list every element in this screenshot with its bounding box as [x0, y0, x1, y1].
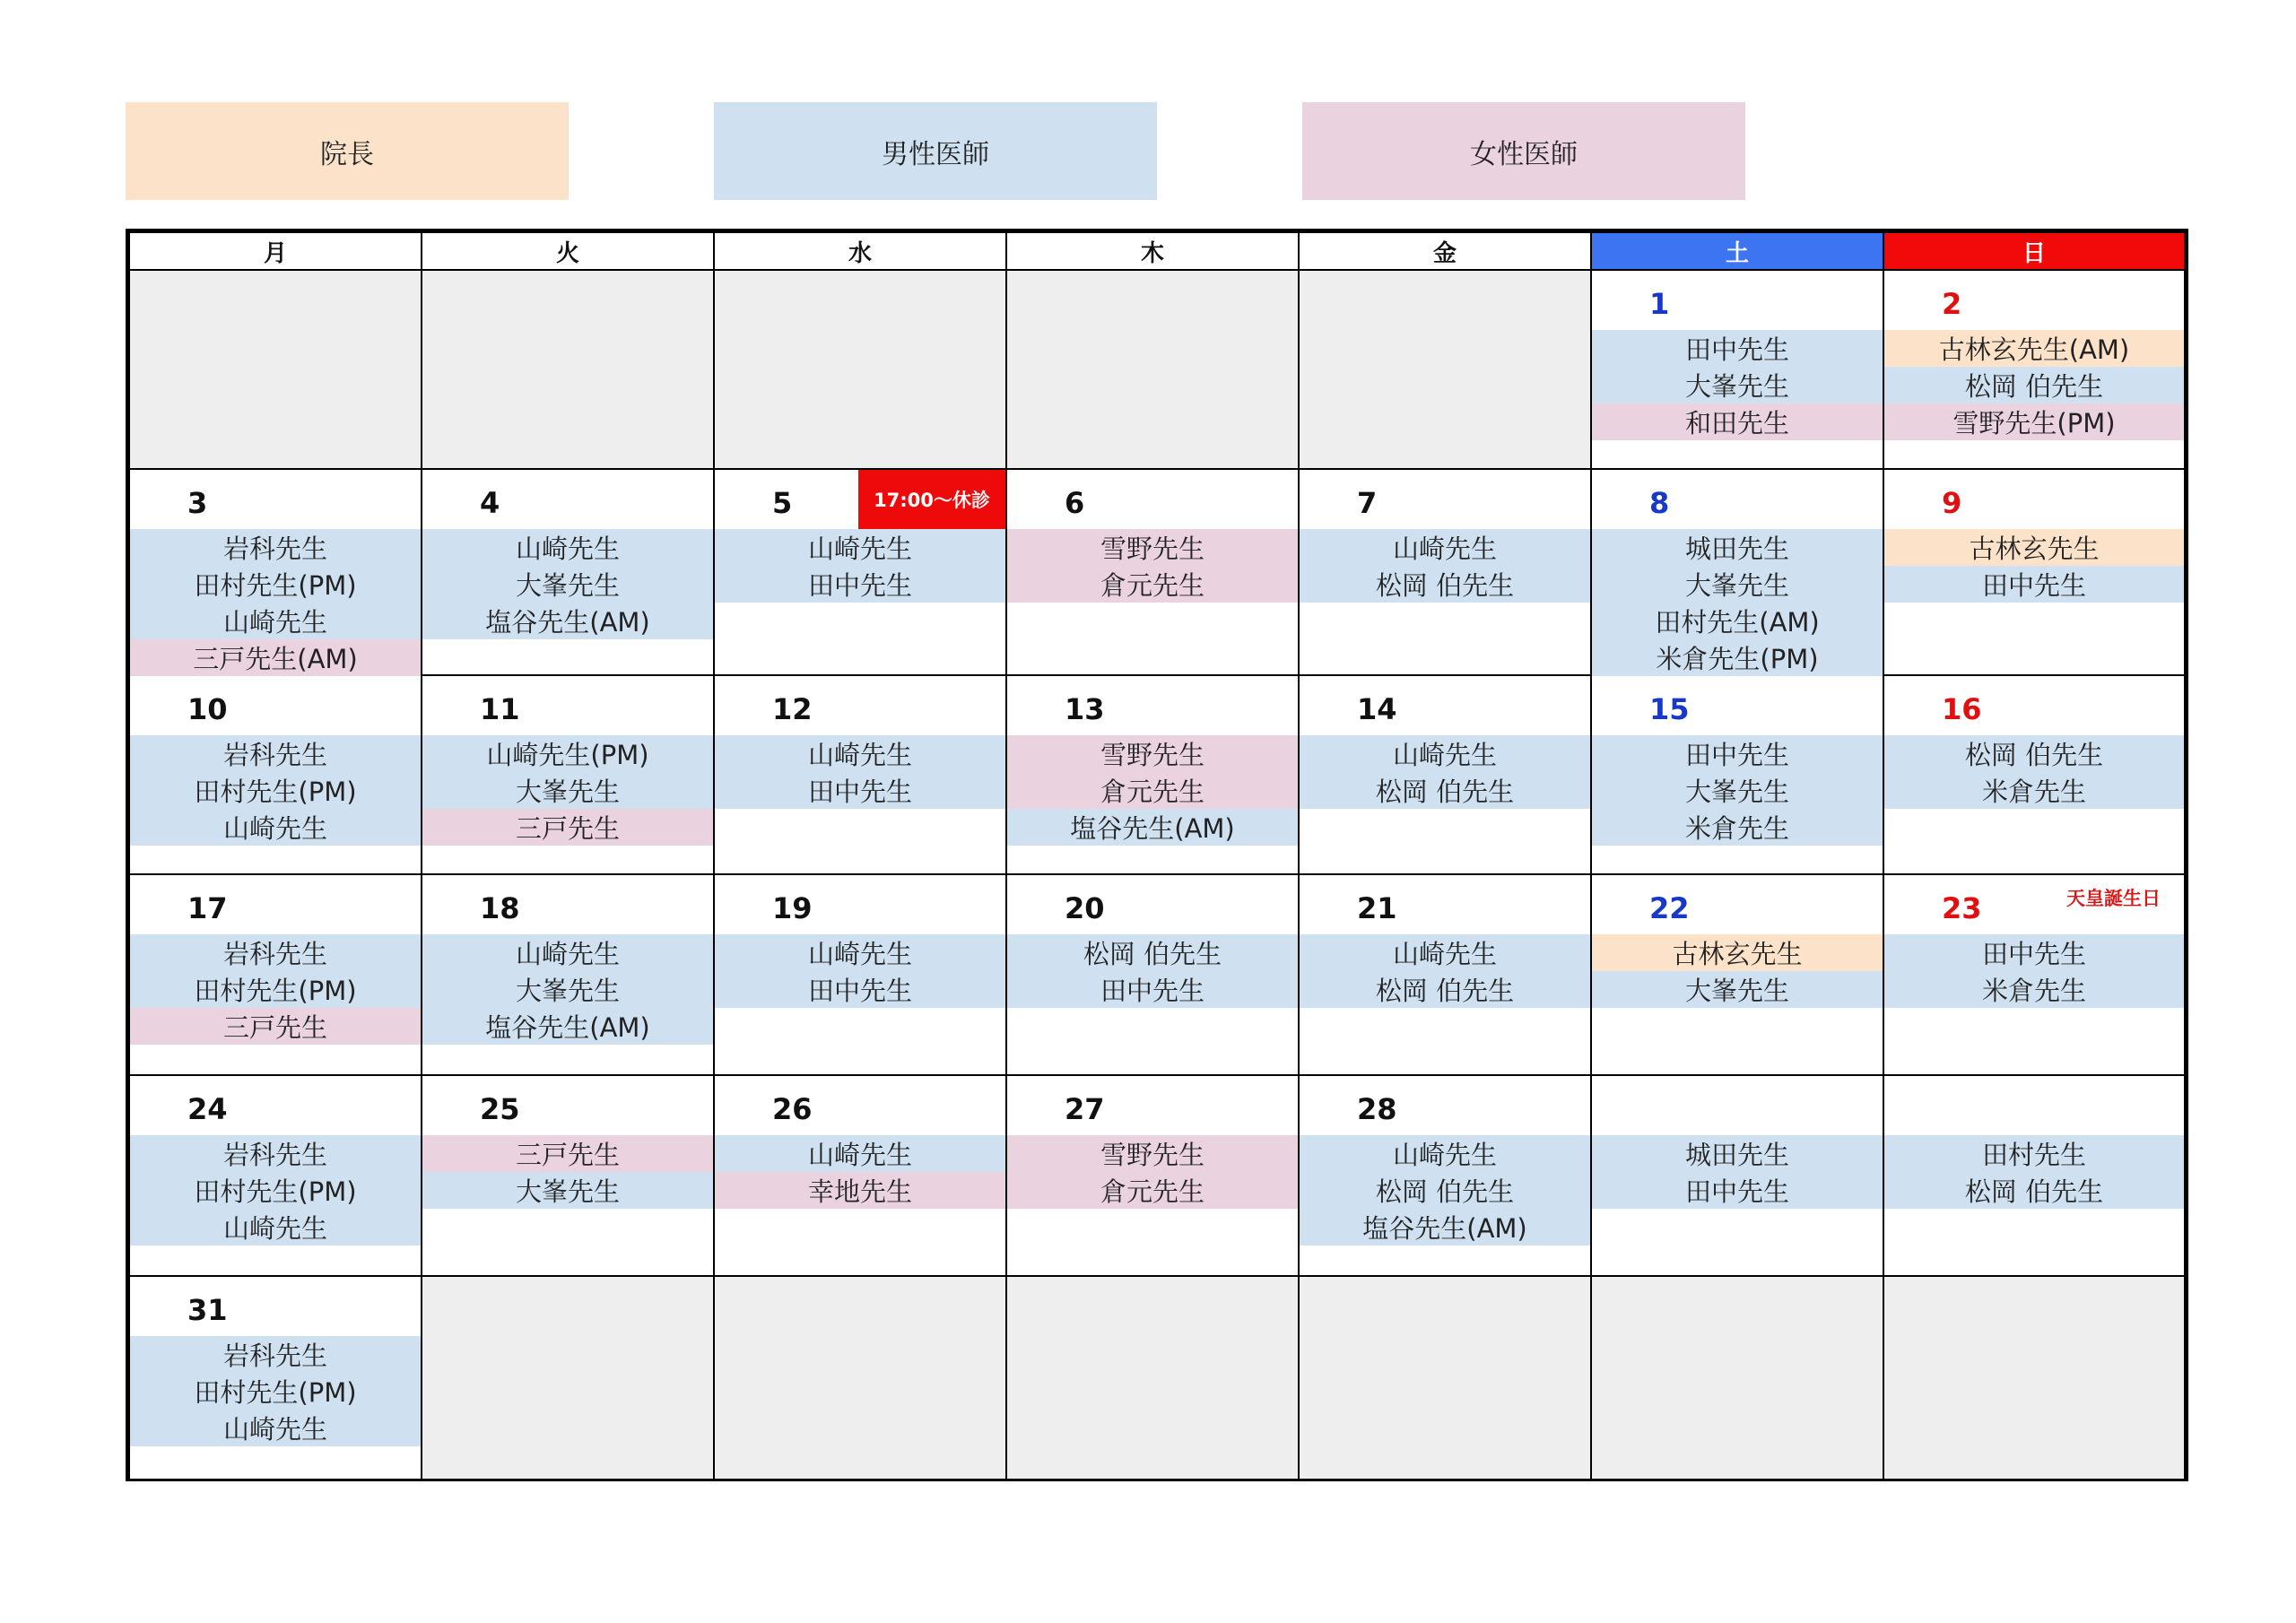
- doctor-list: [422, 529, 713, 639]
- doctor-entry: 塩谷先生(AM): [422, 603, 713, 639]
- day-number: 26: [772, 1092, 813, 1126]
- doctor-entry: 岩科先生: [130, 1336, 421, 1373]
- doctor-list: [130, 735, 421, 846]
- doctor-entry: 城田先生: [1592, 529, 1883, 566]
- calendar-cell-empty: [130, 271, 422, 470]
- doctor-list: [130, 1336, 421, 1446]
- doctor-entry: 田村先生(PM): [130, 1172, 421, 1209]
- doctor-entry: 松岡 伯先生: [1884, 735, 2184, 772]
- doctor-entry: 古林玄先生(AM): [1884, 330, 2184, 367]
- doctor-entry: 大峯先生: [1592, 772, 1883, 809]
- doctor-list: [1300, 1135, 1590, 1245]
- doctor-list: [1592, 735, 1883, 846]
- calendar-day-cell: [1884, 470, 2184, 676]
- doctor-list: [1007, 934, 1298, 1008]
- legend-director-label: 院長: [320, 138, 374, 170]
- doctor-entry: 雪野先生: [1007, 1135, 1298, 1172]
- closure-notice: 17:00～休診: [858, 470, 1005, 529]
- doctor-list: [1884, 934, 2184, 1008]
- doctor-list: [1007, 1135, 1298, 1209]
- doctor-list: [1592, 330, 1883, 440]
- day-number: 18: [480, 891, 520, 925]
- doctor-entry: 城田先生: [1592, 1135, 1883, 1172]
- calendar-day-cell: [1300, 875, 1592, 1076]
- doctor-list: [1300, 529, 1590, 603]
- doctor-list: [1592, 529, 1883, 676]
- calendar-day-cell: [1884, 676, 2184, 875]
- legend-female-label: 女性医師: [1470, 138, 1578, 170]
- calendar-cell-empty: [715, 271, 1007, 470]
- doctor-entry: 塩谷先生(AM): [1007, 809, 1298, 846]
- doctor-entry: 岩科先生: [130, 735, 421, 772]
- doctor-list: [715, 1135, 1005, 1209]
- doctor-list: [422, 1135, 713, 1209]
- doctor-entry: 大峯先生: [422, 772, 713, 809]
- day-number: 31: [187, 1293, 228, 1327]
- doctor-entry: 大峯先生: [422, 1172, 713, 1209]
- doctor-entry: 三戸先生: [422, 1135, 713, 1172]
- weekday-header-thu: 木: [1007, 233, 1300, 269]
- doctor-entry: 米倉先生: [1884, 971, 2184, 1008]
- weekday-header-wed: 水: [715, 233, 1007, 269]
- doctor-entry: 田中先生: [1007, 971, 1298, 1008]
- doctor-entry: 三戸先生: [422, 809, 713, 846]
- doctor-entry: 松岡 伯先生: [1007, 934, 1298, 971]
- doctor-list: [1007, 735, 1298, 846]
- calendar-day-cell: [1884, 1076, 2184, 1277]
- doctor-list: [715, 735, 1005, 809]
- doctor-entry: 松岡 伯先生: [1300, 566, 1590, 603]
- doctor-entry: 岩科先生: [130, 1135, 421, 1172]
- doctor-list: [130, 1135, 421, 1245]
- day-number: 27: [1065, 1092, 1105, 1126]
- day-number: 16: [1942, 692, 1982, 726]
- doctor-entry: 倉元先生: [1007, 566, 1298, 603]
- doctor-entry: 田村先生(AM): [1592, 603, 1883, 639]
- doctor-entry: 松岡 伯先生: [1300, 772, 1590, 809]
- doctor-entry: 大峯先生: [1592, 971, 1883, 1008]
- doctor-entry: 田中先生: [715, 566, 1005, 603]
- doctor-entry: 松岡 伯先生: [1884, 1172, 2184, 1209]
- calendar-day-cell: [130, 1076, 422, 1277]
- doctor-entry: 岩科先生: [130, 934, 421, 971]
- doctor-entry: 塩谷先生(AM): [1300, 1209, 1590, 1245]
- calendar-day-cell: [1592, 1076, 1884, 1277]
- day-number: 17: [187, 891, 228, 925]
- doctor-entry: 松岡 伯先生: [1300, 971, 1590, 1008]
- doctor-entry: 米倉先生: [1884, 772, 2184, 809]
- calendar-cell-empty: [1300, 271, 1592, 470]
- doctor-entry: 倉元先生: [1007, 772, 1298, 809]
- doctor-entry: 山崎先生: [715, 1135, 1005, 1172]
- doctor-entry: 三戸先生: [130, 1008, 421, 1045]
- day-number: 8: [1649, 486, 1670, 520]
- weekday-header-fri: 金: [1300, 233, 1592, 269]
- doctor-entry: 幸地先生: [715, 1172, 1005, 1209]
- doctor-entry: 松岡 伯先生: [1300, 1172, 1590, 1209]
- calendar-day-cell: [422, 1076, 715, 1277]
- calendar-day-cell: [130, 875, 422, 1076]
- day-number: 9: [1942, 486, 1962, 520]
- doctor-entry: 田村先生(PM): [130, 971, 421, 1008]
- calendar-day-cell: [1884, 875, 2184, 1076]
- day-number: 23: [1942, 891, 1982, 925]
- doctor-entry: 雪野先生: [1007, 529, 1298, 566]
- calendar-day-cell: [1592, 676, 1884, 875]
- doctor-entry: 田中先生: [715, 971, 1005, 1008]
- doctor-list: [422, 934, 713, 1045]
- doctor-entry: 田村先生: [1884, 1135, 2184, 1172]
- doctor-entry: 米倉先生: [1592, 809, 1883, 846]
- calendar-cell-empty: [1007, 271, 1300, 470]
- day-number: 6: [1065, 486, 1085, 520]
- doctor-entry: 大峯先生: [1592, 367, 1883, 404]
- calendar-day-cell: [715, 470, 1007, 676]
- doctor-entry: 山崎先生: [1300, 735, 1590, 772]
- legend-female-doctor: [1302, 102, 1745, 200]
- calendar-day-cell: [715, 1076, 1007, 1277]
- doctor-entry: 山崎先生: [715, 529, 1005, 566]
- day-number: 13: [1065, 692, 1105, 726]
- doctor-list: [715, 529, 1005, 603]
- doctor-list: [130, 934, 421, 1045]
- doctor-entry: 大峯先生: [422, 566, 713, 603]
- doctor-entry: 岩科先生: [130, 529, 421, 566]
- day-number: 1: [1649, 287, 1670, 321]
- calendar-day-cell: [1884, 271, 2184, 470]
- doctor-entry: 山崎先生: [715, 735, 1005, 772]
- calendar-day-cell: [422, 676, 715, 875]
- doctor-list: [130, 529, 421, 676]
- doctor-entry: 雪野先生(PM): [1884, 404, 2184, 440]
- doctor-entry: 山崎先生: [1300, 1135, 1590, 1172]
- calendar-day-cell: [130, 470, 422, 676]
- doctor-entry: 田村先生(PM): [130, 566, 421, 603]
- calendar-grid: [126, 229, 2188, 1481]
- legend-male-label: 男性医師: [882, 138, 989, 170]
- calendar-day-cell: [1007, 470, 1300, 676]
- doctor-entry: 塩谷先生(AM): [422, 1008, 713, 1045]
- calendar-cell-empty: [1884, 1277, 2184, 1479]
- doctor-entry: 山崎先生: [715, 934, 1005, 971]
- doctor-entry: 田村先生(PM): [130, 1373, 421, 1410]
- day-number: 21: [1357, 891, 1397, 925]
- calendar-cell-empty: [1300, 1277, 1592, 1479]
- calendar-cell-empty: [1007, 1277, 1300, 1479]
- doctor-entry: 古林玄先生: [1884, 529, 2184, 566]
- calendar-day-cell: [1592, 470, 1884, 676]
- doctor-list: [1884, 529, 2184, 603]
- doctor-entry: 田中先生: [1884, 934, 2184, 971]
- doctor-entry: 田中先生: [1592, 735, 1883, 772]
- weekday-header-sun: 日: [1884, 233, 2184, 269]
- calendar-day-cell: [1300, 676, 1592, 875]
- doctor-entry: 米倉先生(PM): [1592, 639, 1883, 676]
- weekday-header-tue: 火: [422, 233, 715, 269]
- day-number: 3: [187, 486, 208, 520]
- weekday-header-sat: 土: [1592, 233, 1884, 269]
- doctor-entry: 山崎先生: [130, 1209, 421, 1245]
- doctor-list: [1884, 735, 2184, 809]
- calendar-day-cell: [1007, 1076, 1300, 1277]
- doctor-entry: 山崎先生: [130, 809, 421, 846]
- doctor-list: [422, 735, 713, 846]
- day-number: 2: [1942, 287, 1962, 321]
- calendar-day-cell: [1592, 271, 1884, 470]
- calendar-day-cell: [1300, 470, 1592, 676]
- weekday-header-mon: 月: [130, 233, 422, 269]
- calendar-day-cell: [1007, 676, 1300, 875]
- calendar-day-cell: [715, 676, 1007, 875]
- doctor-list: [1592, 934, 1883, 1008]
- doctor-entry: 山崎先生: [1300, 529, 1590, 566]
- calendar-day-cell: [422, 875, 715, 1076]
- doctor-entry: 田中先生: [715, 772, 1005, 809]
- doctor-entry: 田中先生: [1884, 566, 2184, 603]
- calendar-cell-empty: [422, 1277, 715, 1479]
- doctor-entry: 大峯先生: [1592, 566, 1883, 603]
- doctor-entry: 古林玄先生: [1592, 934, 1883, 971]
- calendar-day-cell: [1592, 875, 1884, 1076]
- doctor-entry: 三戸先生(AM): [130, 639, 421, 676]
- doctor-entry: 山崎先生(PM): [422, 735, 713, 772]
- day-number: 25: [480, 1092, 520, 1126]
- day-number: 10: [187, 692, 228, 726]
- day-number: 28: [1357, 1092, 1397, 1126]
- doctor-list: [1007, 529, 1298, 603]
- calendar-day-cell: [130, 676, 422, 875]
- calendar-cell-empty: [1592, 1277, 1884, 1479]
- doctor-entry: 雪野先生: [1007, 735, 1298, 772]
- doctor-entry: 倉元先生: [1007, 1172, 1298, 1209]
- calendar-cell-empty: [715, 1277, 1007, 1479]
- day-number: 5: [772, 486, 793, 520]
- doctor-list: [1884, 330, 2184, 440]
- day-number: 11: [480, 692, 520, 726]
- day-number: 24: [187, 1092, 228, 1126]
- doctor-list: [1592, 1135, 1883, 1209]
- doctor-entry: 松岡 伯先生: [1884, 367, 2184, 404]
- calendar-cell-empty: [422, 271, 715, 470]
- doctor-entry: 田村先生(PM): [130, 772, 421, 809]
- day-number: 22: [1649, 891, 1690, 925]
- legend-male-doctor: [714, 102, 1157, 200]
- doctor-entry: 大峯先生: [422, 971, 713, 1008]
- day-number: 7: [1357, 486, 1378, 520]
- doctor-entry: 田中先生: [1592, 330, 1883, 367]
- doctor-list: [715, 934, 1005, 1008]
- doctor-list: [1300, 735, 1590, 809]
- doctor-list: [1300, 934, 1590, 1008]
- legend-director: [126, 102, 569, 200]
- doctor-entry: 山崎先生: [130, 1410, 421, 1446]
- calendar-day-cell: [422, 470, 715, 676]
- doctor-list: [1884, 1135, 2184, 1209]
- doctor-entry: 山崎先生: [130, 603, 421, 639]
- weekday-header-row: [130, 233, 2184, 271]
- calendar-day-cell: [130, 1277, 422, 1479]
- doctor-entry: 田中先生: [1592, 1172, 1883, 1209]
- day-number: 14: [1357, 692, 1397, 726]
- holiday-label: 天皇誕生日: [2066, 888, 2161, 909]
- doctor-entry: 山崎先生: [1300, 934, 1590, 971]
- doctor-entry: 山崎先生: [422, 934, 713, 971]
- doctor-entry: 山崎先生: [422, 529, 713, 566]
- day-number: 19: [772, 891, 813, 925]
- calendar-day-cell: [1300, 1076, 1592, 1277]
- day-number: 12: [772, 692, 813, 726]
- day-number: 4: [480, 486, 500, 520]
- doctor-entry: 和田先生: [1592, 404, 1883, 440]
- calendar-day-cell: [1007, 875, 1300, 1076]
- day-number: 15: [1649, 692, 1690, 726]
- day-number: 20: [1065, 891, 1105, 925]
- calendar-day-cell: [715, 875, 1007, 1076]
